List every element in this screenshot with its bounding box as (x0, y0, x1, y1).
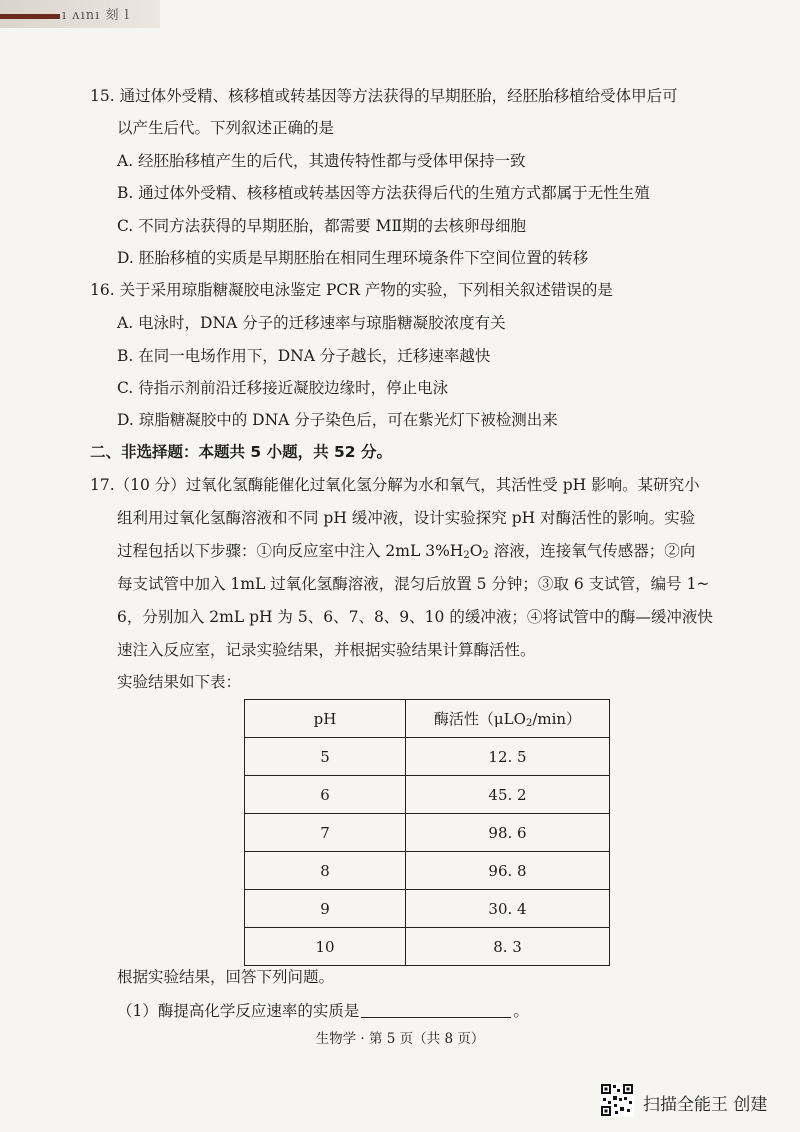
cell-activity: 45. 2 (406, 776, 610, 814)
cell-ph: 6 (245, 776, 406, 814)
page-footer: 生物学 · 第 5 页（共 8 页） (315, 1031, 485, 1047)
header-activity-sub: 2 (525, 718, 533, 729)
table-row (245, 852, 610, 890)
q15-option-d: D. 胚胎移植的实质是早期胚胎在相同生理环境条件下空间位置的转移 (117, 249, 589, 267)
cell-ph: 10 (245, 928, 406, 966)
q17-sub1-end: 。 (513, 1002, 529, 1020)
q16-option-c: C. 待指示剂前沿迁移接近凝胶边缘时，停止电泳 (117, 379, 449, 397)
q17-line5: 6，分别加入 2mL pH 为 5、6、7、8、9、10 的缓冲液；④将试管中的酶—缓冲液快 (117, 608, 713, 626)
q17-line3 (117, 541, 695, 566)
q16-stem: 16. 关于采用琼脂糖凝胶电泳鉴定 PCR 产物的实验，下列相关叙述错误的是 (90, 281, 613, 299)
q15-option-b: B. 通过体外受精、核移植或转基因等方法获得后代的生殖方式都属于无性生殖 (117, 184, 650, 202)
results-table (244, 699, 610, 966)
q17-line3-post: 溶液，连接氧气传感器；②向 (488, 542, 696, 560)
torn-header-strip (0, 0, 160, 28)
table-row (245, 738, 610, 776)
q15-option-a: A. 经胚胎移植产生的后代，其遗传特性都与受体甲保持一致 (117, 152, 526, 170)
cell-ph: 7 (245, 814, 406, 852)
header-fragment: ı ʌını 刻 l (62, 8, 130, 23)
cell-activity: 30. 4 (406, 890, 610, 928)
header-activity-pre: 酶活性（μLO (433, 710, 526, 728)
q15-stem-line1: 15. 通过体外受精、核移植或转基因等方法获得的早期胚胎，经胚胎移植给受体甲后可 (90, 87, 678, 105)
q15-stem-line2: 以产生后代。下列叙述正确的是 (117, 119, 335, 137)
q16-option-a: A. 电泳时，DNA 分子的迁移速率与琼脂糖凝胶浓度有关 (117, 314, 506, 332)
q17-line2: 组利用过氧化氢酶溶液和不同 pH 缓冲液，设计实验探究 pH 对酶活性的影响。实验 (117, 509, 696, 527)
q17-subquestion-1 (117, 1001, 529, 1021)
q17-line4: 每支试管中加入 1mL 过氧化氢酶溶液，混匀后放置 5 分钟；③取 6 支试管，编号 1~ (117, 575, 710, 593)
table-row (245, 776, 610, 814)
cell-activity: 8. 3 (406, 928, 610, 966)
qr-code-icon (600, 1083, 634, 1117)
header-ph: pH (245, 700, 406, 738)
table-header-row (245, 700, 610, 738)
header-bar (0, 14, 60, 19)
q17-line6: 速注入反应室，记录实验结果，并根据实验结果计算酶活性。 (117, 641, 536, 659)
scanner-watermark: 扫描全能王 创建 (643, 1095, 768, 1115)
q15-option-c: C. 不同方法获得的早期胚胎，都需要 MⅡ期的去核卵母细胞 (117, 217, 526, 235)
header-activity (406, 700, 610, 738)
header-activity-post: /min） (532, 710, 582, 728)
cell-activity: 12. 5 (406, 738, 610, 776)
table-row (245, 928, 610, 966)
cell-ph: 5 (245, 738, 406, 776)
q17-sub1-text: （1）酶提高化学反应速率的实质是 (117, 1002, 360, 1020)
q17-line3-sub1: 2 (463, 550, 470, 561)
q17-line3-mid: O (469, 542, 483, 560)
q17-table-intro: 实验结果如下表： (117, 673, 242, 691)
cell-ph: 8 (245, 852, 406, 890)
table-row (245, 890, 610, 928)
q17-after-table: 根据实验结果，回答下列问题。 (117, 968, 335, 986)
q16-option-b: B. 在同一电场作用下，DNA 分子越长，迁移速率越快 (117, 347, 491, 365)
q17-line3-sub2: 2 (482, 550, 489, 561)
table-row (245, 814, 610, 852)
cell-activity: 96. 8 (406, 852, 610, 890)
cell-ph: 9 (245, 890, 406, 928)
q17-line3-pre: 过程包括以下步骤：①向反应室中注入 2mL 3%H (117, 542, 464, 560)
q16-option-d: D. 琼脂糖凝胶中的 DNA 分子染色后，可在紫光灯下被检测出来 (117, 411, 558, 429)
q17-line1: 17.（10 分）过氧化氢酶能催化过氧化氢分解为水和氧气，其活性受 pH 影响。某研究小 (90, 476, 700, 494)
answer-blank[interactable] (361, 1003, 511, 1018)
section-2-heading: 二、非选择题：本题共 5 小题，共 52 分。 (90, 443, 392, 461)
cell-activity: 98. 6 (406, 814, 610, 852)
